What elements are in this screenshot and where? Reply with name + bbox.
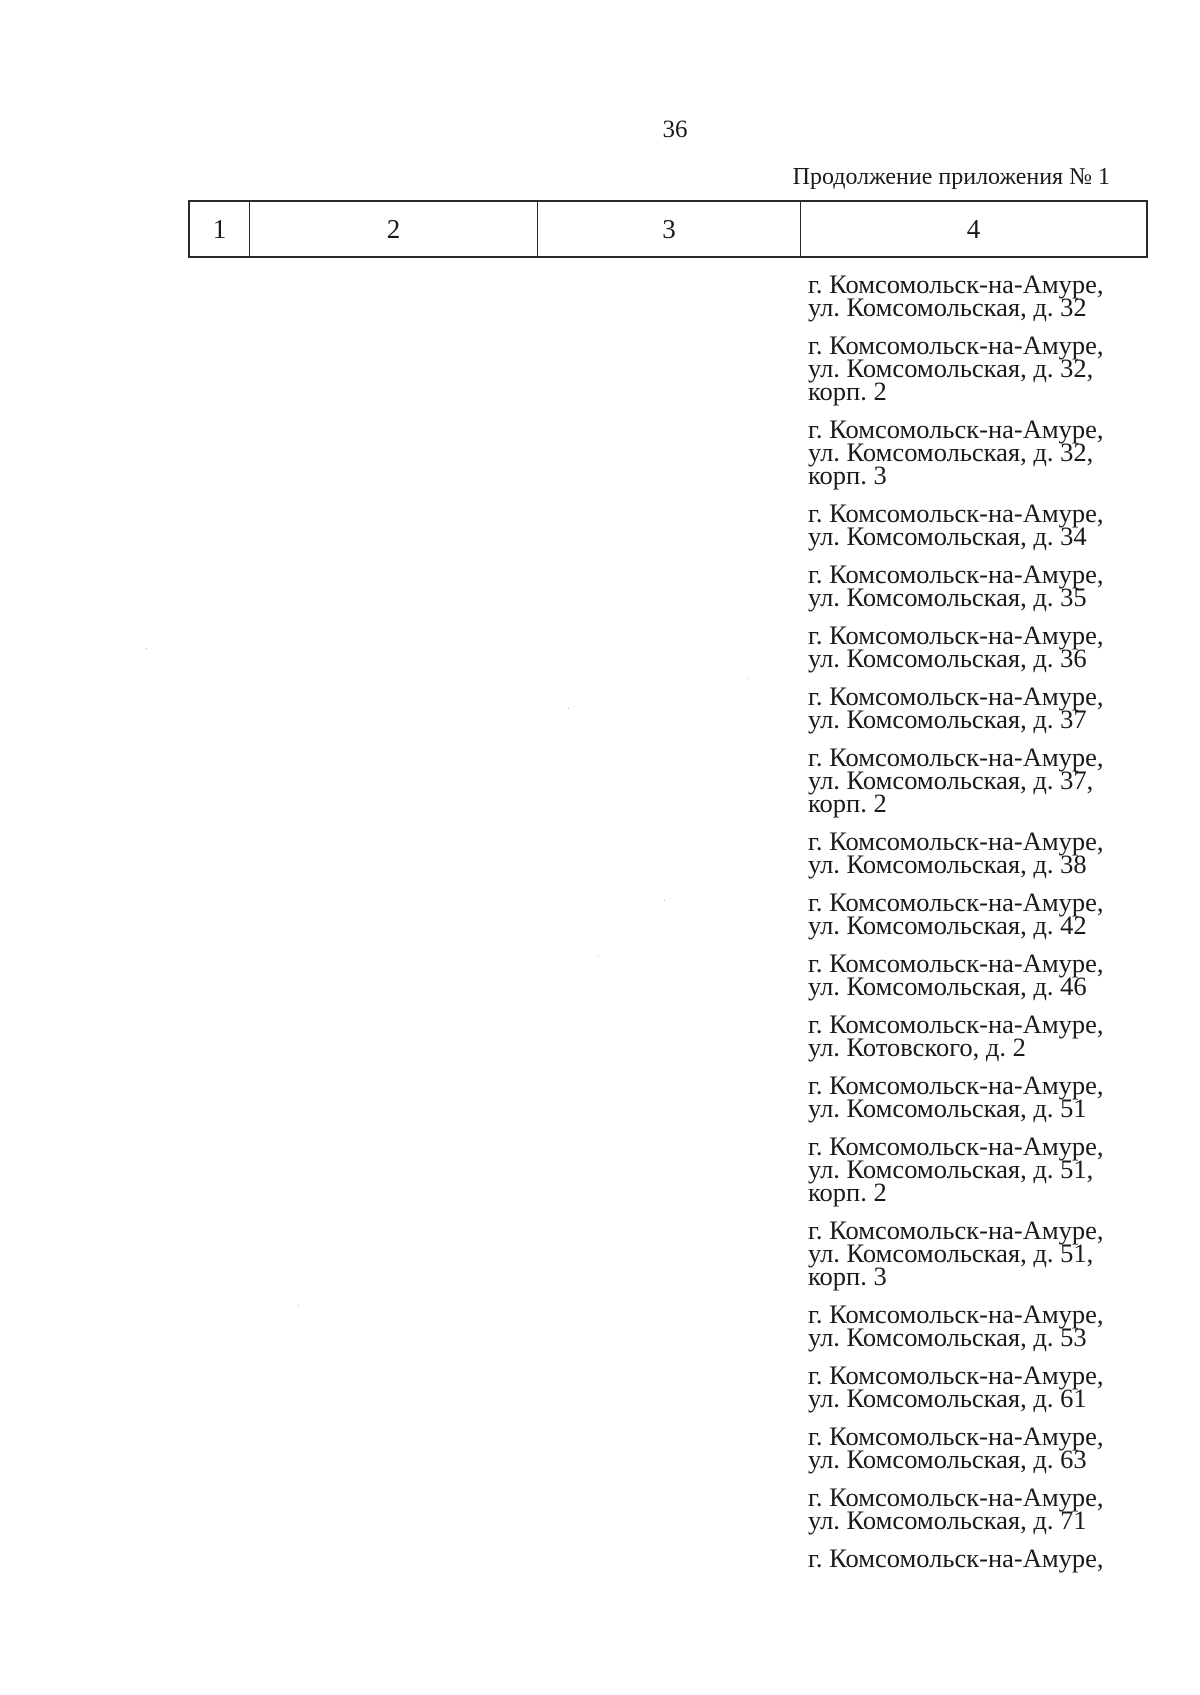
scan-speck xyxy=(598,955,599,956)
scan-speck xyxy=(298,1305,299,1306)
address-entry: г. Комсомольск-на-Амуре, ул. Комсомольская, д. 71 xyxy=(808,1482,1104,1535)
address-entry: г. Комсомольск-на-Амуре, ул. Комсомольская, д. 34 xyxy=(808,498,1104,551)
address-entry: г. Комсомольск-на-Амуре, ул. Комсомольская, д. 51, корп. 3 xyxy=(808,1215,1104,1291)
address-entry: г. Комсомольск-на-Амуре, ул. Комсомольская, д. 46 xyxy=(808,948,1104,1001)
address-entry: г. Комсомольск-на-Амуре, ул. Комсомольская, д. 38 xyxy=(808,826,1104,879)
page-number: 36 xyxy=(662,116,688,143)
address-entry: г. Комсомольск-на-Амуре, ул. Комсомольская, д. 61 xyxy=(808,1360,1104,1413)
address-entry: г. Комсомольск-на-Амуре, ул. Комсомольская, д. 51, корп. 2 xyxy=(808,1131,1104,1207)
appendix-continuation-label: Продолжение приложения № 1 xyxy=(792,164,1110,190)
address-entry: г. Комсомольск-на-Амуре, ул. Комсомольская, д. 37 xyxy=(808,681,1104,734)
column-header-3: 3 xyxy=(538,202,801,256)
column-header-4: 4 xyxy=(966,213,981,244)
address-entry: г. Комсомольск-на-Амуре, ул. Комсомольская, д. 32 xyxy=(808,269,1104,322)
address-entry: г. Комсомольск-на-Амуре, ул. Комсомольская, д. 37, корп. 2 xyxy=(808,742,1104,818)
column-header-1: 1 xyxy=(190,202,250,256)
address-entry: г. Комсомольск-на-Амуре, ул. Комсомольская, д. 32, корп. 3 xyxy=(808,414,1104,490)
address-entry: г. Комсомольск-на-Амуре, xyxy=(808,1543,1104,1573)
address-list xyxy=(808,269,1138,1573)
address-entry: г. Комсомольск-на-Амуре, ул. Комсомольская, д. 32, корп. 2 xyxy=(808,330,1104,406)
address-entry: г. Комсомольск-на-Амуре, ул. Комсомольская, д. 63 xyxy=(808,1421,1104,1474)
table-header-row xyxy=(188,200,1148,258)
address-entry: г. Комсомольск-на-Амуре, ул. Комсомольская, д. 51 xyxy=(808,1070,1104,1123)
address-entry: г. Комсомольск-на-Амуре, ул. Комсомольская, д. 42 xyxy=(808,887,1104,940)
column-header-2: 2 xyxy=(250,202,538,256)
address-entry: г. Комсомольск-на-Амуре, ул. Котовского, д. 2 xyxy=(808,1009,1104,1062)
address-entry: г. Комсомольск-на-Амуре, ул. Комсомольская, д. 53 xyxy=(808,1299,1104,1352)
scan-speck xyxy=(568,708,569,709)
address-entry: г. Комсомольск-на-Амуре, ул. Комсомольская, д. 36 xyxy=(808,620,1104,673)
scan-speck xyxy=(146,648,147,649)
scan-speck xyxy=(664,900,665,901)
scan-speck xyxy=(748,678,749,679)
address-entry: г. Комсомольск-на-Амуре, ул. Комсомольская, д. 35 xyxy=(808,559,1104,612)
